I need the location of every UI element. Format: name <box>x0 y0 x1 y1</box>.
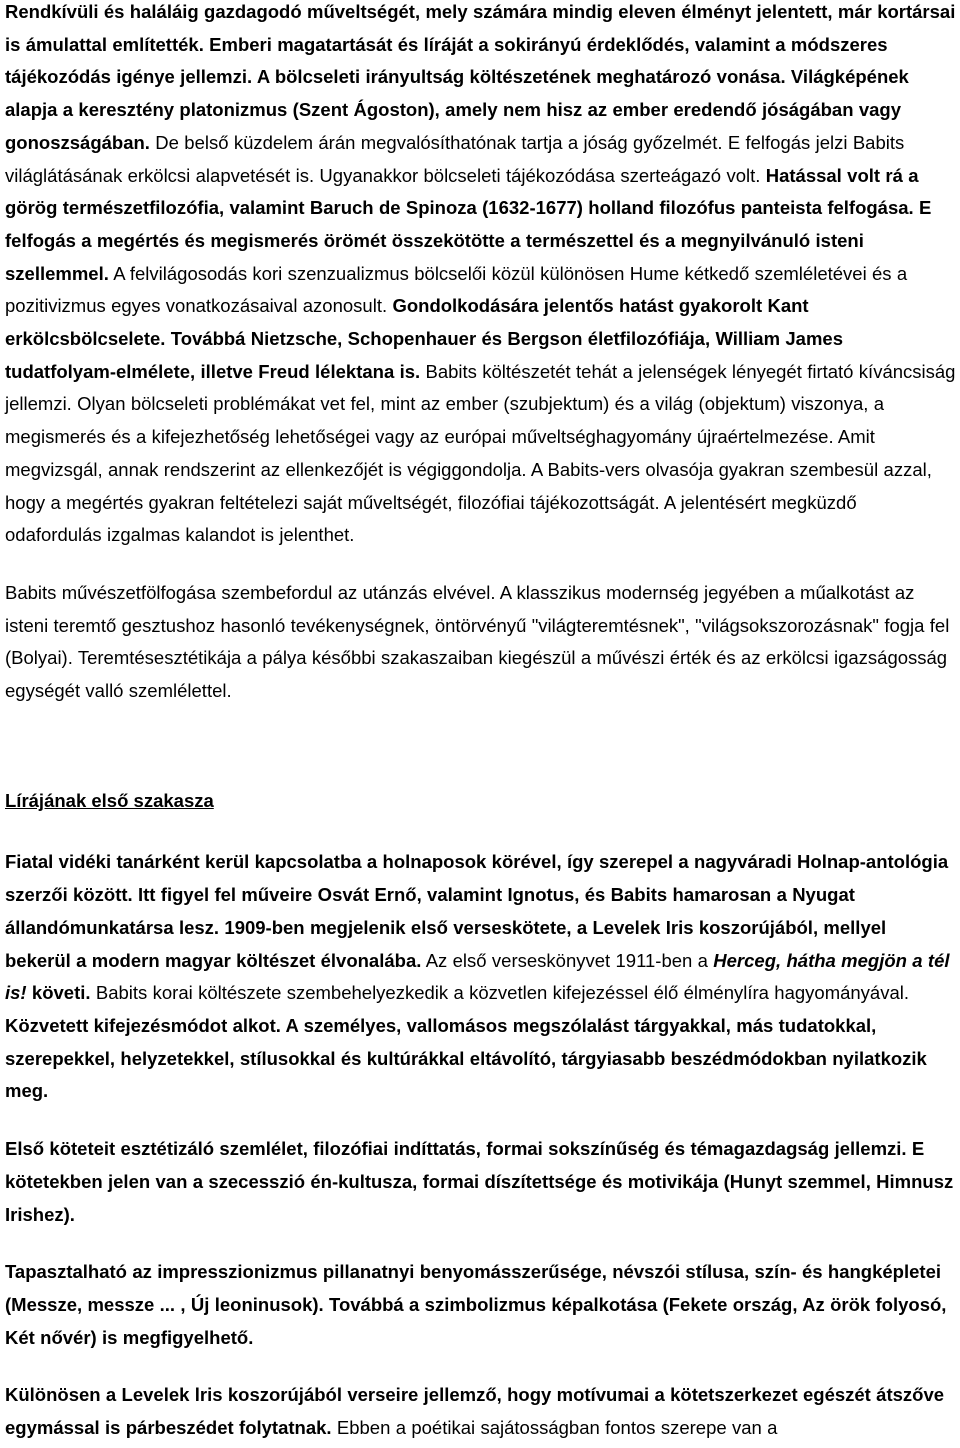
paragraph-motifs <box>5 1379 957 1444</box>
text-run: Ebben a poétikai sajátosságban fontos szerepe van a <box>331 1417 778 1439</box>
text-run: Első köteteit esztétizáló szemlélet, filozófiai indíttatás, formai sokszínűség és témagazdagság jellemzi. E kötetekben jelen van a szecesszió én-kultusza, formai díszítettsége és motivikája (Hunyt szemmel, Himnusz Irishez). <box>5 1138 954 1225</box>
text-run: Különösen a Levelek lris koszorújából verseire jellemző, hogy motívumai a kötetszerkezet egészét átszőve egymással is párbeszédet folytatnak. <box>5 1384 945 1439</box>
text-run: Babits költészetét tehát a jelenségek lényegét firtató kíváncsiság jellemzi. Olyan bölcseleti problémákat vet fel, mint az ember (szubjektum) és a világ (objektum) viszonya, a megismerés és a kifejezhetőség lehetőségei vagy az európai műveltséghagyomány újraértelmezése. Amit megvizsgál, annak rendszerint az ellenkezőjét is végiggondolja. A Babits-vers olvasója gyakran szembesül azzal, hogy a megértés gyakran feltételezi saját műveltségét, filozófiai tájékozottságát. A jelentésért megküzdő odafordulás izgalmas kalandot is jelenthet. <box>5 360 956 546</box>
text-run: Rendkívüli és haláláig gazdagodó műveltségét, mely számára mindig eleven élményt jelentett, már kortársai is ámulattal említették. Emberi magatartását és líráját a sokirányú érdeklődés, valamint a módszeres tájékozódás igénye jellemzi. A bölcseleti irányultság költészetének meghatározó vonása. Világképének alapja a keresztény platonizmus (Szent Ágoston), amely nem hisz az ember eredendő jóságában vagy gonoszságában. <box>5 1 956 153</box>
text-run: A felvilágosodás kori szenzualizmus bölcselői közül különösen Hume kétkedő szemléletévei és a pozitivizmus egyes vonatkozásaival azonosult. <box>5 262 908 317</box>
paragraph-first-volumes <box>5 1133 957 1231</box>
paragraph-early-career <box>5 846 957 1108</box>
text-run: Babits korai költészete szembehelyezkedik a közvetlen kifejezéssel élő élménylíra hagyományával. <box>90 982 910 1004</box>
text-run: Gondolkodására jelentős hatást gyakorolt Kant erkölcsbölcselete. Továbbá Nietzsche, Schopenhauer és Bergson életfilozófiája, William James tudatfolyam-elmélete, illetve Freud lélektana is. <box>5 295 843 382</box>
text-run: Tapasztalható az impresszionizmus pillanatnyi benyomásszerűsége, névszói stílusa, szín- és hangképletei (Messze, messze ... , Új leoninusok). Továbbá a szimbolizmus képalkotása (Fekete ország, Az örök folyosó, Két nővér) is megfigyelhető. <box>5 1261 947 1348</box>
text-run: Babits művészetfölfogása szembefordul az utánzás elvével. A klasszikus modernség jegyében a műalkotást az isteni teremtő gesztushoz hasonló tevékenységnek, öntörvényű "világteremtésnek", "világsokszorozásnak" fogja fel (Bolyai). Teremtésesztétikája a pálya későbbi szakaszaiban kiegészül a művészi érték és az erkölcsi igazságosság egységét valló szemlélettel. <box>5 581 950 702</box>
paragraph-impressionism <box>5 1256 957 1354</box>
paragraph-philosophy <box>5 0 957 552</box>
paragraph-art-concept <box>5 577 957 708</box>
document-page <box>5 0 957 1445</box>
text-run: Hatással volt rá a görög természetfilozófia, valamint Baruch de Spinoza (1632-1677) holland filozófus panteista felfogása. E felfogás a megértés és megismerés örömét összekötötte a természettel és a megnyilvánuló isteni szellemmel. <box>5 164 932 284</box>
text-run: Fiatal vidéki tanárként kerül kapcsolatba a holnaposok körével, így szerepel a nagyváradi Holnap-antológia szerzői között. Itt figyel fel műveire Osvát Ernő, valamint Ignotus, és Babits hamarosan a Nyugat állandómunkatársa lesz. 1909-ben megjelenik első verseskötete, a Levelek Iris koszorújából, mellyel bekerül a modern magyar költészet élvonalába. <box>5 851 949 971</box>
text-run: Közvetett kifejezésmódot alkot. A személyes, vallomásos megszólalást tárgyakkal, más tudatokkal, szerepekkel, helyzetekkel, stílusokkal és kultúrákkal eltávolító, tárgyiasabb beszédmódokban nyilatkozik meg. <box>5 1014 927 1102</box>
text-run: Az első verseskönyvet 1911-ben a <box>421 949 714 971</box>
text-run: De belső küzdelem árán megvalósíthatónak tartja a jóság győzelmét. E felfogás jelzi Babits világlátásának erkölcsi alapvetését is. Ugyanakkor bölcseleti tájékozódása szerteágazó volt. <box>5 131 905 186</box>
section-heading: Lírájának első szakasza <box>5 789 214 811</box>
text-run: követi. <box>26 982 91 1004</box>
book-title: Herceg, hátha megjön a tél is! <box>5 949 950 1004</box>
